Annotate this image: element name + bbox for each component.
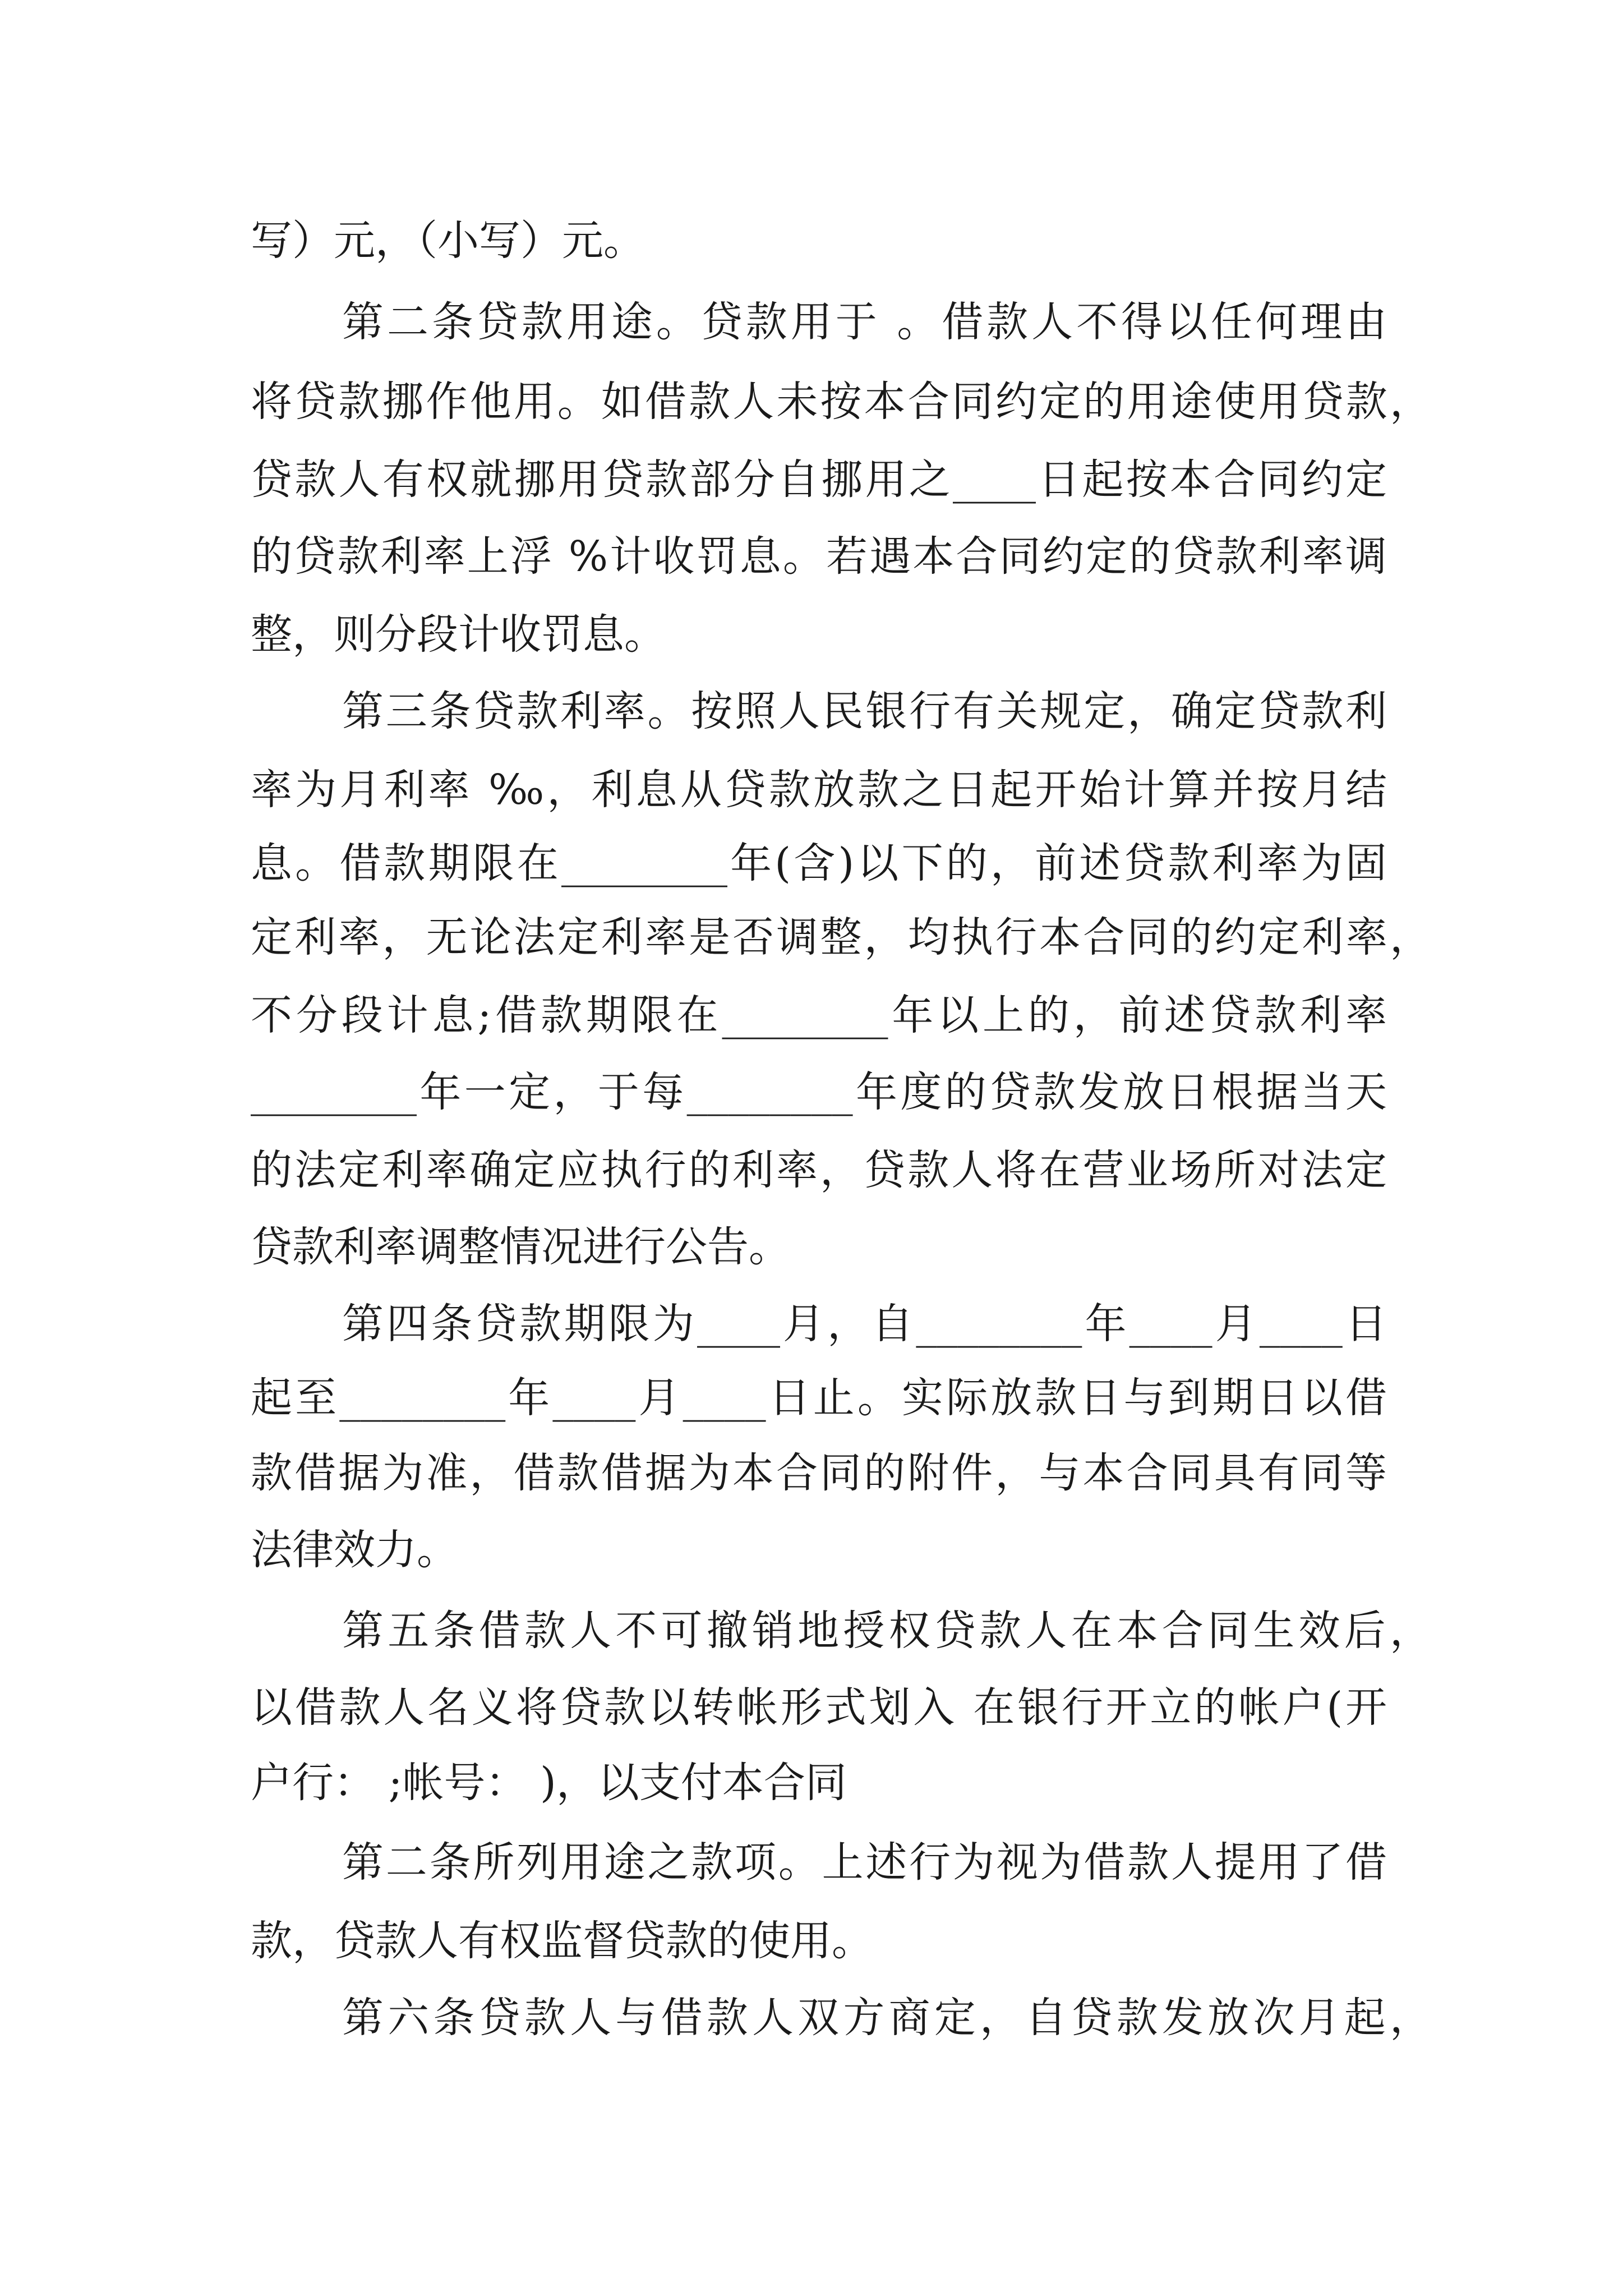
- text-line: 起至________年____月____日止。实际放款日与到期日以借: [251, 1374, 1387, 1422]
- text-line: 不分段计息;借款期限在________年以上的，前述贷款利率: [251, 991, 1387, 1039]
- text-line: 第六条贷款人与借款人双方商定，自贷款发放次月起，: [342, 1994, 1431, 2042]
- text-line: 定利率，无论法定利率是否调整，均执行本合同的约定利率，: [251, 913, 1431, 961]
- text-line: 写）元，（小写）元。: [251, 217, 645, 265]
- text-line: 贷款利率调整情况进行公告。: [251, 1223, 790, 1271]
- text-line: 整，则分段计收罚息。: [251, 610, 666, 659]
- text-line: 第三条贷款利率。按照人民银行有关规定，确定贷款利: [342, 687, 1387, 735]
- text-line: 的法定利率确定应执行的利率，贷款人将在营业场所对法定: [251, 1146, 1387, 1194]
- text-line: 的贷款利率上浮 %计收罚息。若遇本合同约定的贷款利率调: [251, 532, 1387, 581]
- text-line: 第四条贷款期限为____月，自________年____月____日: [342, 1300, 1387, 1348]
- text-line: 款，贷款人有权监督贷款的使用。: [251, 1917, 873, 1965]
- text-line: 法律效力。: [251, 1526, 458, 1574]
- text-line: 息。借款期限在________年(含)以下的，前述贷款利率为固: [251, 839, 1387, 887]
- text-line: 第二条所列用途之款项。上述行为视为借款人提用了借: [342, 1838, 1387, 1887]
- text-line: 第五条借款人不可撤销地授权贷款人在本合同生效后，: [342, 1607, 1431, 1655]
- text-line: 率为月利率 ‰，利息从贷款放款之日起开始计算并按月结: [251, 766, 1387, 814]
- text-line: 款借据为准，借款借据为本合同的附件，与本合同具有同等: [251, 1449, 1387, 1497]
- text-line: 将贷款挪作他用。如借款人未按本合同约定的用途使用贷款，: [251, 378, 1431, 426]
- text-line: 第二条贷款用途。贷款用于 。借款人不得以任何理由: [342, 298, 1387, 346]
- text-line: 户行： ;帐号： )，以支付本合同: [251, 1759, 847, 1807]
- text-line: 贷款人有权就挪用贷款部分自挪用之____日起按本合同约定: [251, 455, 1387, 504]
- text-line: 以借款人名义将贷款以转帐形式划入 在银行开立的帐户(开: [251, 1683, 1387, 1732]
- text-line: ________年一定，于每________年度的贷款发放日根据当天: [251, 1068, 1387, 1116]
